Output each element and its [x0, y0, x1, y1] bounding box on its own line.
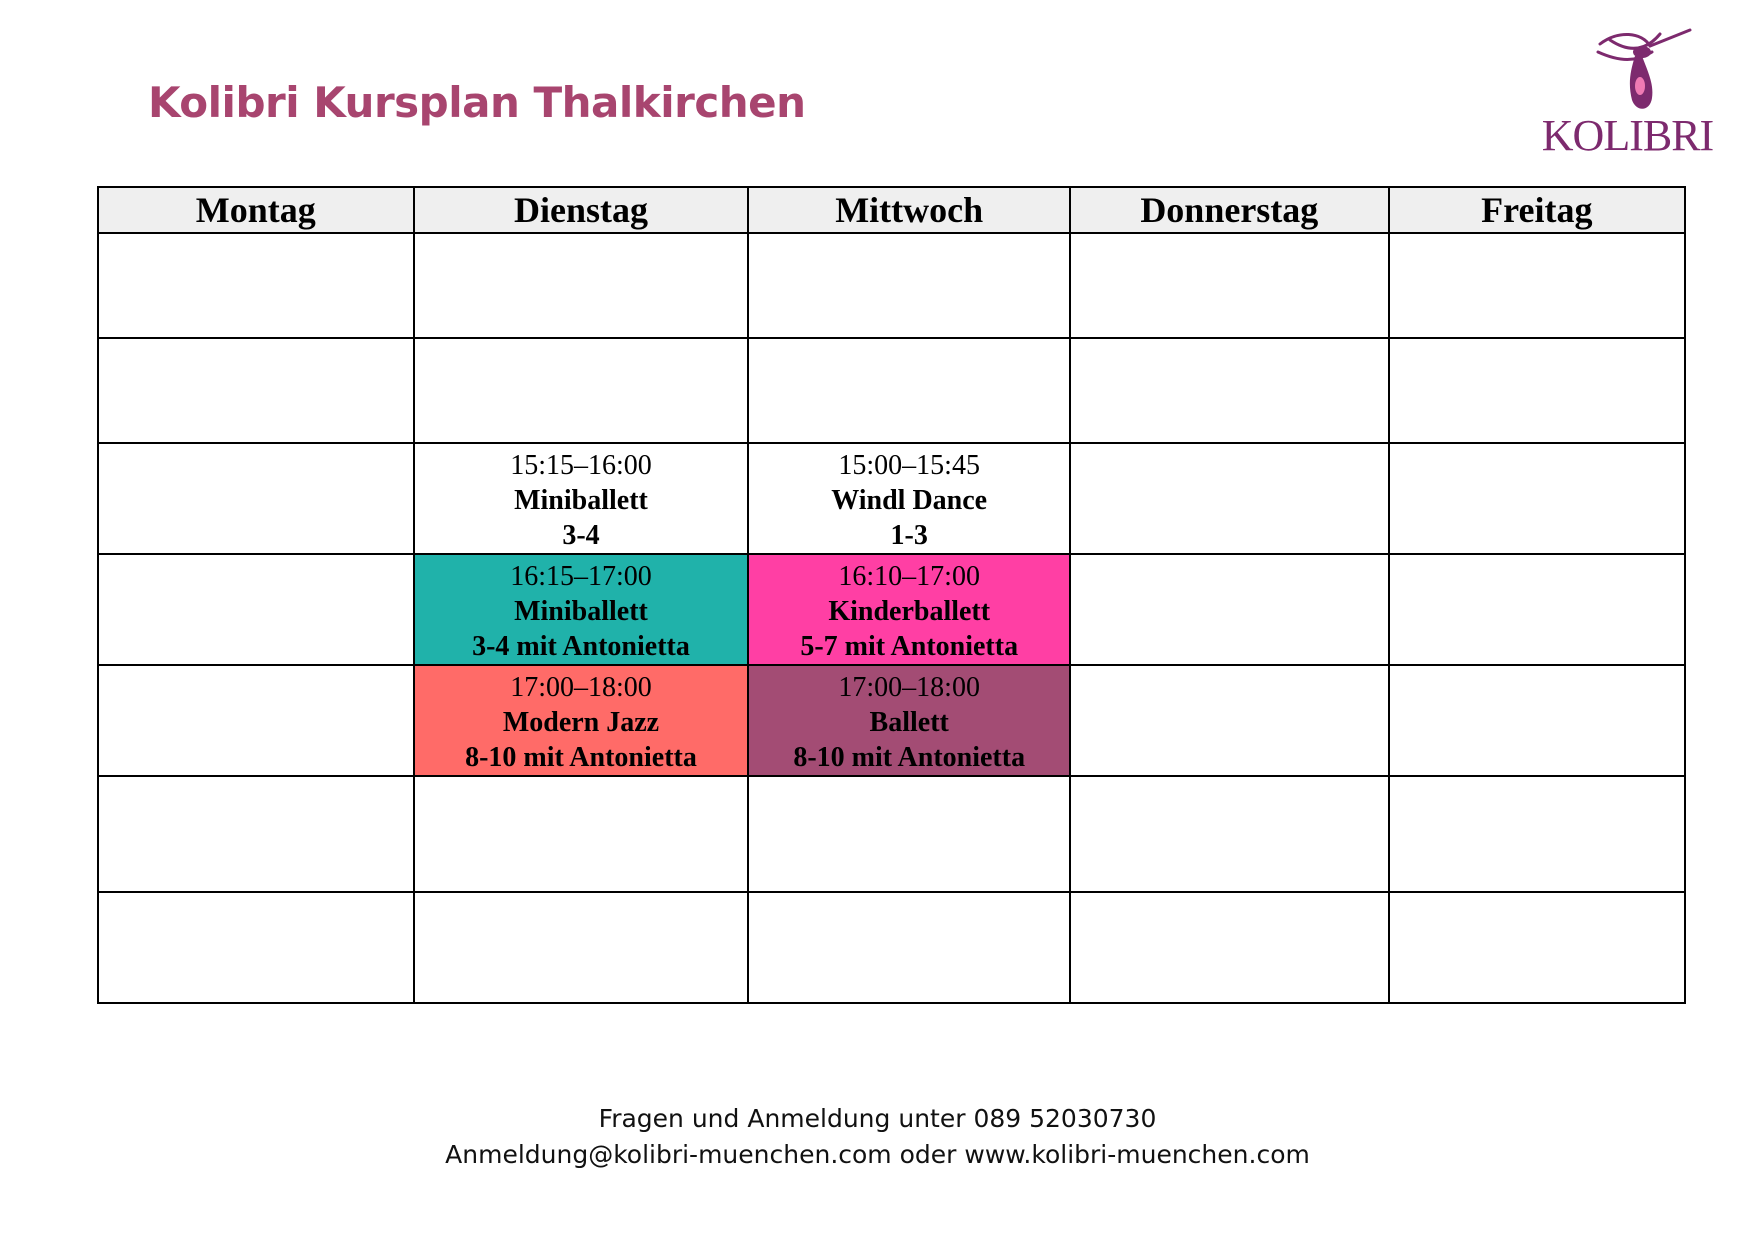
- empty-cell: [748, 338, 1070, 443]
- day-header-donnerstag: Donnerstag: [1070, 187, 1389, 233]
- empty-cell: [1389, 443, 1685, 554]
- course-time: 15:00–15:45: [838, 450, 980, 481]
- empty-cell: [748, 892, 1070, 1003]
- empty-cell: [1070, 776, 1389, 892]
- course-age: 8-10 mit Antonietta: [793, 742, 1026, 773]
- empty-cell: [1070, 665, 1389, 776]
- empty-cell: [1070, 443, 1389, 554]
- empty-cell: [1389, 233, 1685, 338]
- page-title: Kolibri Kursplan Thalkirchen: [148, 78, 806, 127]
- course-entry: [415, 444, 748, 553]
- course-course: Windl Dance: [831, 485, 988, 516]
- day-header-mittwoch: Mittwoch: [748, 187, 1070, 233]
- footer-web-line: Anmeldung@kolibri-muenchen.com oder www.kolibri-muenchen.com: [445, 1140, 1310, 1169]
- empty-cell: [748, 776, 1070, 892]
- empty-cell: [1389, 776, 1685, 892]
- course-cell: [414, 665, 749, 776]
- course-course: Modern Jazz: [502, 707, 660, 738]
- footer-contact-line: Fragen und Anmeldung unter 089 52030730: [598, 1104, 1157, 1133]
- empty-cell: [1070, 554, 1389, 665]
- empty-cell: [98, 554, 414, 665]
- header-row: [98, 187, 1685, 233]
- empty-cell: [98, 665, 414, 776]
- empty-cell: [1389, 554, 1685, 665]
- schedule-row: [98, 892, 1685, 1003]
- day-header-dienstag: Dienstag: [414, 187, 749, 233]
- course-time: 17:00–18:00: [510, 672, 652, 703]
- empty-cell: [98, 233, 414, 338]
- course-cell: [748, 443, 1070, 554]
- course-course: Ballett: [869, 707, 949, 738]
- course-time: 17:00–18:00: [838, 672, 980, 703]
- course-time: 15:15–16:00: [510, 450, 652, 481]
- course-course: Miniballett: [514, 485, 648, 516]
- empty-cell: [414, 233, 749, 338]
- schedule-table: [97, 186, 1686, 1004]
- course-course: Kinderballett: [828, 596, 991, 627]
- course-entry: [749, 444, 1069, 553]
- empty-cell: [98, 892, 414, 1003]
- course-entry: [415, 666, 748, 775]
- course-age: 1-3: [890, 520, 928, 551]
- empty-cell: [414, 892, 749, 1003]
- empty-cell: [98, 443, 414, 554]
- empty-cell: [1070, 892, 1389, 1003]
- empty-cell: [414, 338, 749, 443]
- schedule-row: [98, 554, 1685, 665]
- course-cell: [748, 665, 1070, 776]
- empty-cell: [1389, 665, 1685, 776]
- schedule-row: [98, 233, 1685, 338]
- ballerina-hummingbird-icon: [1540, 22, 1715, 117]
- course-age: 8-10 mit Antonietta: [465, 742, 697, 773]
- course-entry: [749, 555, 1069, 664]
- schedule-row: [98, 443, 1685, 554]
- schedule-row: [98, 338, 1685, 443]
- empty-cell: [98, 338, 414, 443]
- schedule-row: [98, 776, 1685, 892]
- logo-text: KOLIBRI: [1541, 111, 1714, 160]
- empty-cell: [98, 776, 414, 892]
- course-age: 5-7 mit Antonietta: [800, 631, 1019, 662]
- course-entry: [415, 555, 748, 664]
- course-age: 3-4: [562, 520, 600, 551]
- kolibri-logo: [1540, 22, 1715, 162]
- day-header-montag: Montag: [98, 187, 414, 233]
- empty-cell: [1070, 233, 1389, 338]
- course-time: 16:15–17:00: [510, 561, 652, 592]
- day-header-freitag: Freitag: [1389, 187, 1685, 233]
- course-cell: [414, 443, 749, 554]
- empty-cell: [1389, 892, 1685, 1003]
- empty-cell: [1070, 338, 1389, 443]
- course-course: Miniballett: [514, 596, 648, 627]
- course-age: 3-4 mit Antonietta: [472, 631, 690, 662]
- empty-cell: [1389, 338, 1685, 443]
- schedule-row: [98, 665, 1685, 776]
- course-cell: [414, 554, 749, 665]
- empty-cell: [748, 233, 1070, 338]
- course-cell: [748, 554, 1070, 665]
- course-time: 16:10–17:00: [838, 561, 980, 592]
- course-entry: [749, 666, 1069, 775]
- empty-cell: [414, 776, 749, 892]
